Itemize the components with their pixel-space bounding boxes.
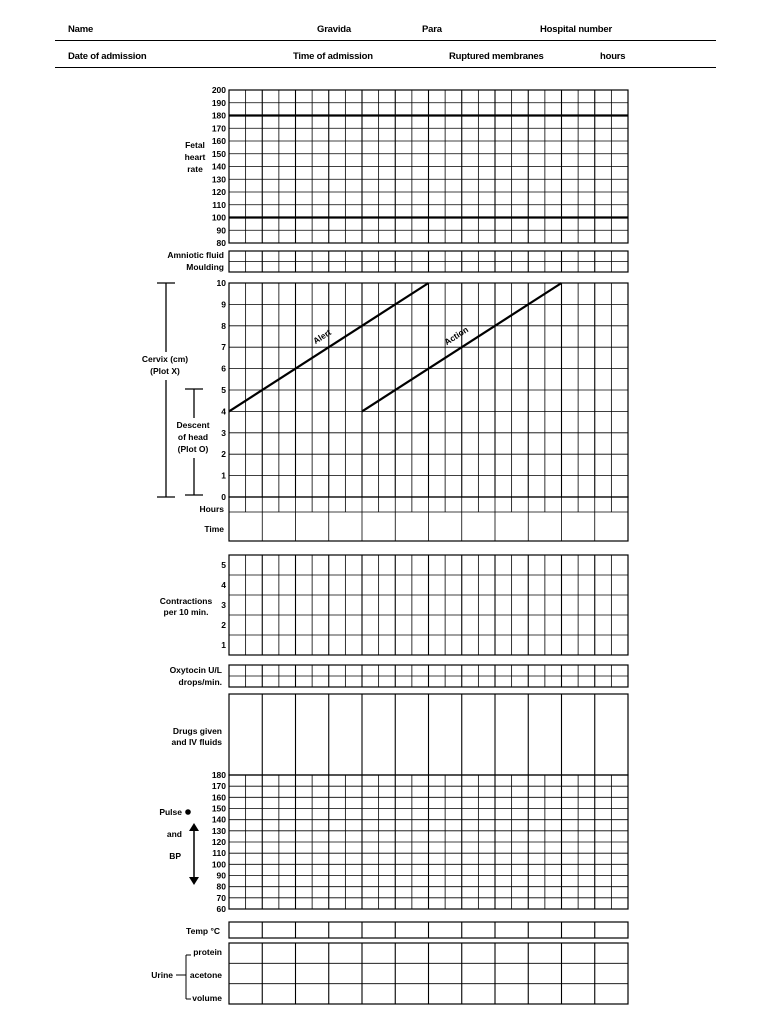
cervix-tick: 9 [221, 299, 226, 310]
urine-volume-label: volume [192, 993, 222, 1003]
contractions-tick: 5 [221, 560, 226, 570]
pulse-bp-tick: 130 [211, 825, 226, 836]
time-rows-grid [229, 497, 628, 541]
cervix-label-2: (Plot X) [150, 366, 180, 376]
cervix-tick: 7 [221, 342, 226, 353]
cervix-tick: 6 [221, 363, 226, 374]
pulse-bp-tick: 180 [211, 770, 226, 780]
drugs-label-1: Drugs given [172, 726, 222, 736]
contractions-grid [229, 555, 628, 655]
fetal-heart-label-2: heart [184, 152, 206, 162]
alert-line-label: Alert [311, 327, 333, 346]
time-of-admission-label: Time of admission [293, 51, 373, 62]
fetal-heart-tick: 110 [212, 199, 226, 210]
contractions-label-1: Contractions [159, 596, 213, 606]
fetal-heart-tick: 100 [211, 212, 226, 223]
pulse-bp-tick: 70 [216, 892, 226, 903]
contractions-tick: 3 [221, 600, 226, 610]
fetal-heart-label-3: rate [187, 164, 203, 174]
date-of-admission-label: Date of admission [68, 51, 147, 62]
pulse-bp-tick: 170 [211, 781, 226, 792]
temp-label: Temp °C [186, 926, 220, 936]
pulse-bp-tick: 140 [211, 814, 226, 825]
cervix-tick: 4 [221, 406, 226, 417]
pulse-bp-tick: 160 [211, 792, 226, 803]
pulse-bp-tick: 110 [212, 848, 226, 859]
fetal-heart-tick: 90 [216, 225, 226, 236]
fetal-heart-tick: 80 [216, 238, 226, 248]
cervix-tick: 10 [216, 278, 226, 288]
fetal-heart-tick: 190 [211, 97, 226, 108]
cervix-grid [229, 283, 628, 497]
fetal-heart-tick: 150 [211, 148, 226, 159]
hospital-number-label: Hospital number [540, 24, 612, 35]
descent-label-1: Descent [176, 420, 210, 430]
pulse-bp-tick: 100 [211, 859, 226, 870]
amniotic-fluid-label: Amniotic fluid [167, 250, 224, 260]
pulse-dot-icon [185, 809, 191, 815]
descent-bracket [185, 389, 203, 495]
hours-label: hours [600, 51, 626, 62]
name-label: Name [68, 24, 94, 35]
moulding-label: Moulding [186, 262, 224, 272]
cervix-label-1: Cervix (cm) [141, 354, 189, 364]
cervix-tick: 0 [221, 492, 226, 502]
urine-protein-label: protein [193, 947, 222, 957]
fetal-heart-tick: 170 [211, 123, 226, 134]
pulse-bp-tick: 120 [211, 837, 226, 847]
pulse-bp-tick: 90 [216, 870, 226, 881]
hours-row-label: Hours [199, 504, 224, 514]
fetal-heart-tick: 160 [211, 136, 226, 146]
contractions-tick: 1 [221, 640, 226, 650]
fetal-heart-tick: 200 [211, 85, 226, 95]
cervix-tick: 8 [221, 320, 226, 331]
cervix-tick: 5 [221, 385, 226, 395]
drugs-label-2: and IV fluids [171, 737, 222, 747]
para-label: Para [422, 24, 442, 35]
cervix-tick: 3 [221, 427, 226, 438]
fetal-heart-tick: 180 [211, 110, 226, 121]
and-label: and [166, 829, 182, 839]
oxytocin-label-2: drops/min. [178, 677, 222, 687]
cervix-tick: 1 [221, 470, 226, 481]
cervix-tick: 2 [221, 449, 226, 460]
urine-bracket [176, 955, 191, 999]
bp-arrow-icon [189, 823, 199, 885]
pulse-bp-tick: 80 [216, 881, 226, 892]
oxytocin-grid [229, 665, 628, 687]
fetal-heart-tick: 120 [211, 187, 226, 197]
pulse-bp-tick: 150 [211, 803, 226, 814]
contractions-label-2: per 10 min. [163, 607, 209, 617]
ruptured-membranes-label: Ruptured membranes [449, 51, 544, 62]
contractions-tick: 2 [221, 620, 226, 630]
gravida-label: Gravida [317, 24, 351, 35]
urine-grid [229, 943, 628, 1004]
temp-grid [229, 922, 628, 938]
fetal-heart-grid [229, 90, 628, 243]
bp-label: BP [169, 851, 181, 861]
time-row-label: Time [204, 524, 224, 534]
urine-acetone-label: acetone [189, 970, 222, 980]
urine-label: Urine [151, 970, 173, 980]
fluid-grid [229, 251, 628, 272]
contractions-tick: 4 [221, 580, 226, 590]
pulse-bp-tick: 60 [216, 904, 226, 914]
descent-label-3: (Plot O) [177, 444, 209, 454]
fetal-heart-tick: 130 [211, 174, 226, 185]
fetal-heart-tick: 140 [211, 161, 226, 172]
cervix-bracket [157, 283, 175, 497]
pulse-label: Pulse [159, 807, 182, 817]
grid-layer [229, 90, 628, 1004]
tick-labels [212, 85, 226, 914]
action-line-label: Action [442, 324, 471, 348]
drugs-grid [229, 694, 628, 775]
oxytocin-label-1: Oxytocin U/L [169, 665, 222, 675]
fetal-heart-label-1: Fetal [185, 140, 205, 150]
pulse-bp-grid [229, 775, 628, 909]
descent-label-2: of head [177, 432, 209, 442]
